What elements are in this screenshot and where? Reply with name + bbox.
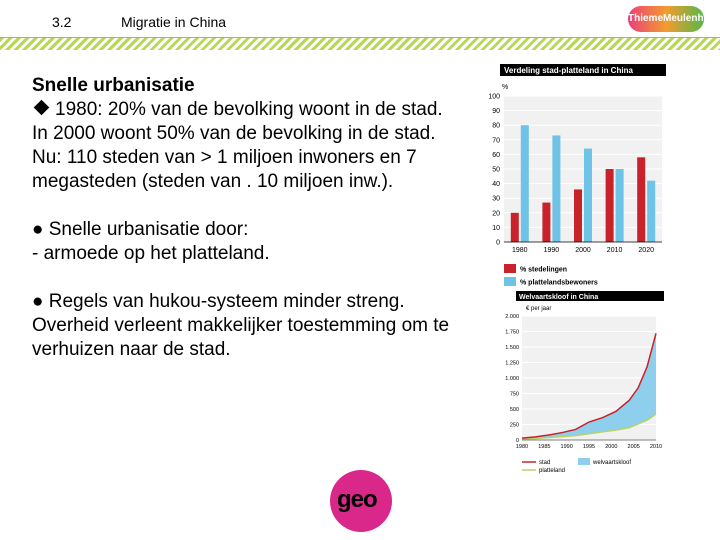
chart2-ytick-label: 1.000 xyxy=(505,376,519,382)
chart1-ytick-label: 40 xyxy=(492,181,500,189)
chart1-legend-label: % stedelingen xyxy=(520,266,568,274)
header-stripe xyxy=(0,38,720,50)
chart1-bar-rural xyxy=(521,125,529,242)
chart2-ytick-label: 0 xyxy=(515,438,519,444)
publisher-logo: ThiemeMeulenhoff xyxy=(628,6,704,32)
chart1-title: Verdeling stad-platteland in China xyxy=(504,66,633,75)
geo-logo-text: geo xyxy=(337,486,377,513)
chart1-legend-label: % plattelandsbewoners xyxy=(520,279,598,287)
chart1-ytick-label: 60 xyxy=(492,151,500,159)
chart2-ytick-label: 750 xyxy=(509,391,519,398)
chart2-ytick-label: 1.500 xyxy=(505,345,519,351)
chart2-legend-label-rural: platteland xyxy=(539,468,566,474)
chart1-ytick-label: 80 xyxy=(492,122,500,130)
chart1-bar-urban xyxy=(511,213,519,242)
chart1-xtick-label: 1990 xyxy=(543,247,560,254)
chart2-xtick-label: 1985 xyxy=(538,444,551,450)
chart2-legend-swatch-gap xyxy=(578,458,590,465)
chart2-xtick-label: 2010 xyxy=(649,444,663,450)
chart2-ytick-label: 1.250 xyxy=(505,360,519,367)
chart2-ytick-label: 500 xyxy=(509,407,519,413)
bullet-causes-sub: - armoede op het platteland. xyxy=(32,243,270,264)
chart-urban-rural xyxy=(482,62,666,294)
bullet-hukou: ● Regels van hukou-systeem minder streng. Overheid verleent makkelijker toestemming om te verhuizen naar de stad. xyxy=(32,291,450,360)
chart1-bar-urban xyxy=(637,157,645,242)
chart1-ytick-label: 90 xyxy=(492,108,500,116)
chart2-ytick-label: 2.000 xyxy=(505,314,519,320)
chart1-ytick-label: 70 xyxy=(492,137,500,145)
chart1-bar-urban xyxy=(542,203,550,242)
chart1-legend-swatch xyxy=(504,277,516,286)
chart1-bar-urban xyxy=(574,189,582,242)
chart2-xtick-label: 2005 xyxy=(627,444,640,450)
chart2-subtitle: € per jaar xyxy=(526,306,552,312)
chart2-ytick-label: 1.750 xyxy=(505,329,519,336)
chart1-ylabel: % xyxy=(502,84,509,91)
chart-wealth-gap-svg xyxy=(500,288,666,480)
section-number: 3.2 xyxy=(52,14,72,30)
chart1-xtick-label: 2010 xyxy=(606,247,623,254)
line-now: Nu: 110 steden van > 1 miljoen inwoners en 7 megasteden (steden van . 10 miljoen inw.). xyxy=(32,147,417,192)
section-title: Migratie in China xyxy=(121,14,227,30)
bullet-1980-text: 1980: 20% van de bevolking woont in de stad. xyxy=(55,99,443,120)
diamond-bullet-icon xyxy=(34,100,50,116)
chart2-legend-label-urban: stad xyxy=(539,460,551,466)
chart1-xtick-label: 2000 xyxy=(575,247,591,254)
line-2000: In 2000 woont 50% van de bevolking in de stad. xyxy=(32,123,436,144)
slide-body xyxy=(32,74,472,362)
chart1-legend-swatch xyxy=(504,264,516,273)
chart1-bar-rural xyxy=(647,181,655,242)
chart1-bar-rural xyxy=(552,135,560,242)
chart2-legend-label-gap: welvaartskloof xyxy=(593,460,632,466)
chart1-ytick-label: 100 xyxy=(488,93,500,101)
chart1-bar-urban xyxy=(606,169,614,242)
chart1-ytick-label: 50 xyxy=(492,166,500,174)
chart1-xtick-label: 2020 xyxy=(638,247,654,254)
chart-wealth-gap xyxy=(500,288,666,480)
chart1-bar-rural xyxy=(584,149,592,242)
bullet-urbanisation-1980 xyxy=(32,98,472,122)
bullet-causes: ● Snelle urbanisatie door: xyxy=(32,219,249,240)
chart2-xtick-label: 1995 xyxy=(582,444,596,450)
slide-heading: Snelle urbanisatie xyxy=(32,75,195,96)
chart1-ytick-label: 30 xyxy=(492,195,500,203)
chart2-xtick-label: 1980 xyxy=(515,444,529,450)
chart2-ytick-label: 250 xyxy=(509,422,519,429)
chart1-ytick-label: 20 xyxy=(492,210,500,218)
chart1-ytick-label: 10 xyxy=(492,224,500,232)
chart2-xtick-label: 1990 xyxy=(560,444,573,450)
chart2-title: Welvaartskloof in China xyxy=(519,294,599,301)
chart1-xtick-label: 1980 xyxy=(512,247,528,254)
chart1-ytick-label: 0 xyxy=(496,239,500,247)
chart-urban-rural-svg xyxy=(482,62,666,294)
chart2-xtick-label: 2000 xyxy=(605,444,618,450)
chart1-bar-rural xyxy=(616,169,624,242)
